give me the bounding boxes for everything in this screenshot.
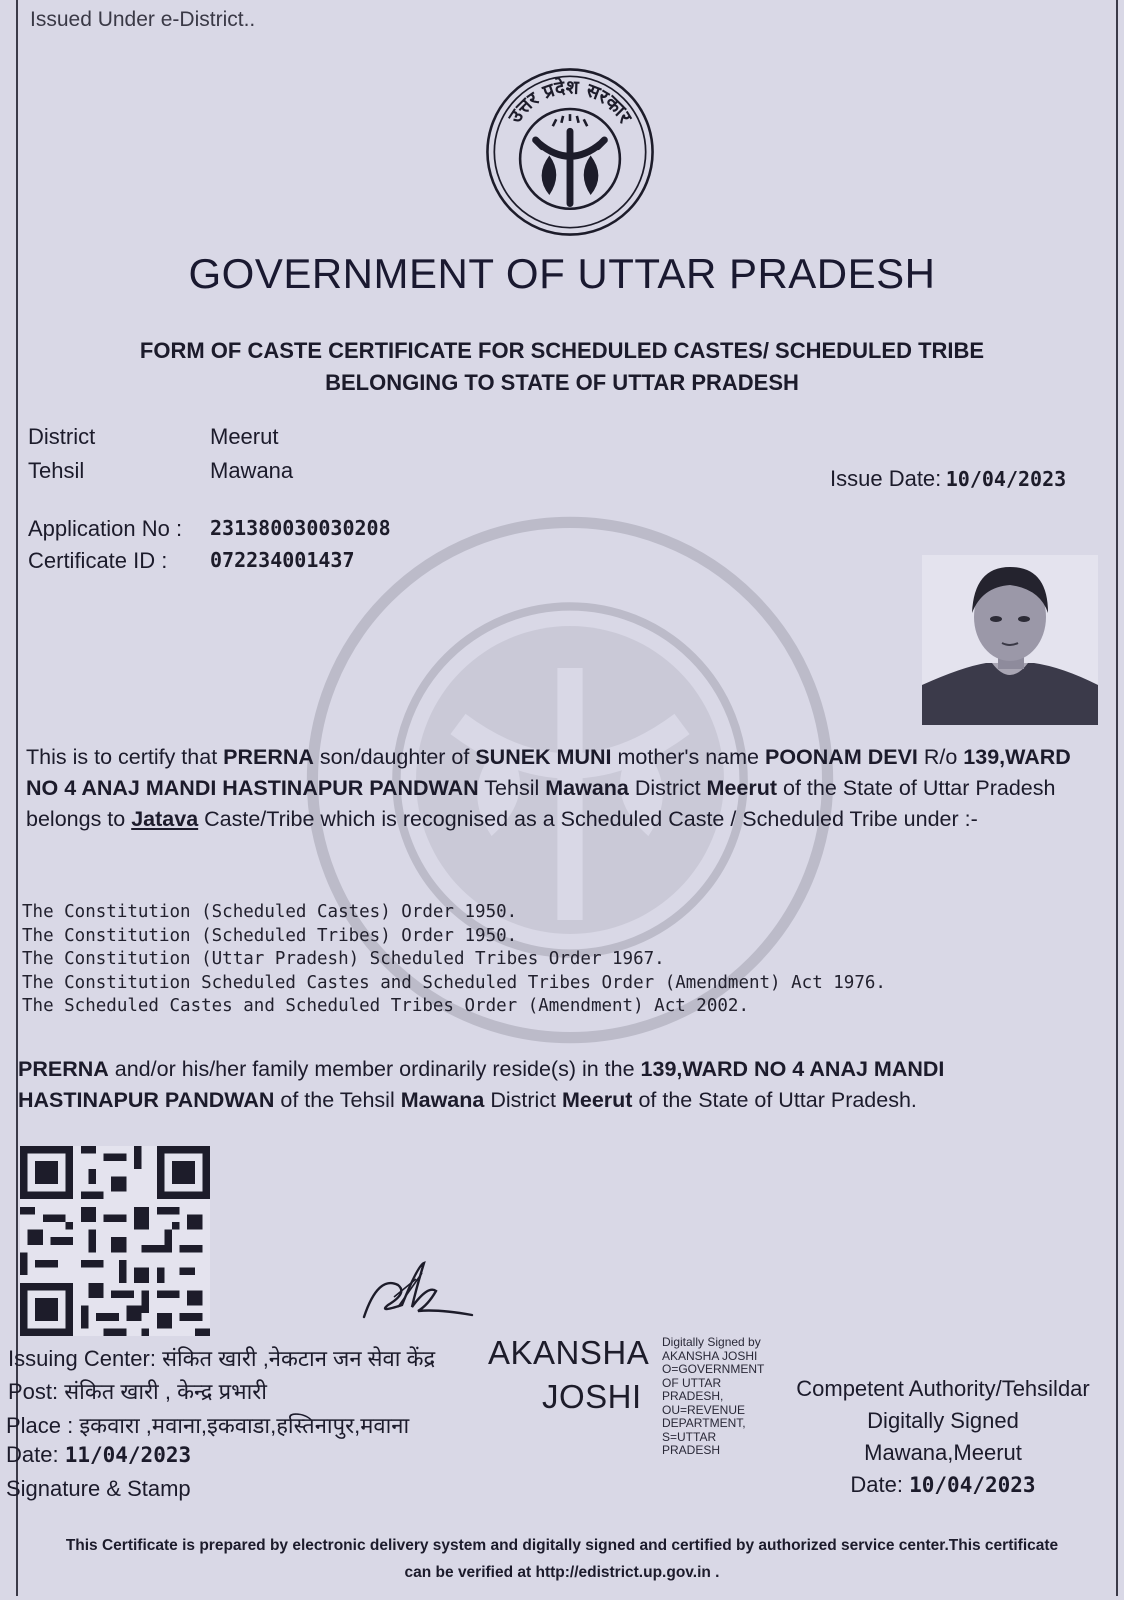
tehsil-value: Mawana — [210, 458, 294, 483]
issuing-date-value: 11/04/2023 — [64, 1443, 192, 1467]
digital-signature-line: PRADESH, — [662, 1389, 724, 1403]
certify-text: Caste/Tribe which is recognised as a Scheduled Caste / Scheduled Tribe under :- — [198, 807, 978, 831]
digital-signature-line: O=GOVERNMENT — [662, 1362, 765, 1376]
certify-paragraph — [26, 742, 1088, 835]
signer-first-name: AKANSHA — [488, 1334, 650, 1371]
digital-signature-line: OF UTTAR — [662, 1375, 722, 1390]
authority-title: Competent Authority/Tehsildar — [796, 1376, 1090, 1401]
address: 139,WARD NO 4 ANAJ MANDI HASTINAPUR PANDWAN — [26, 745, 1071, 800]
order-item: The Constitution (Scheduled Tribes) Order 1950. — [22, 925, 518, 946]
certificate-id-label: Certificate ID : — [28, 548, 168, 573]
tehsil-name: Mawana — [545, 776, 629, 800]
digital-signature-line: S=UTTAR — [662, 1429, 717, 1444]
father-name: SUNEK MUNI — [475, 745, 612, 769]
issuing-post: Post: संकित खारी , केन्द्र प्रभारी — [8, 1379, 267, 1404]
form-title-line1: FORM OF CASTE CERTIFICATE FOR SCHEDULED CASTES/ SCHEDULED TRIBE — [139, 338, 985, 363]
caste-name: Jatava — [131, 807, 199, 831]
district-name: Meerut — [706, 776, 778, 800]
digital-signature-line: OU=REVENUE — [662, 1402, 746, 1417]
certify-text: of the State of Uttar Pradesh belongs to — [26, 776, 1056, 831]
district-value: Meerut — [210, 424, 279, 449]
certify-text: son/daughter of — [313, 745, 476, 769]
issue-date-label: Issue Date: — [830, 466, 942, 491]
residence-address-line1: 139,WARD NO 4 ANAJ MANDI — [640, 1057, 945, 1081]
issuing-date — [6, 1442, 191, 1468]
district-label: District — [28, 424, 96, 449]
residence-text: of the State of Uttar Pradesh. — [632, 1088, 917, 1112]
signature-stamp-label: Signature & Stamp — [6, 1476, 191, 1501]
residence-address-line2: HASTINAPUR PANDWAN — [18, 1088, 275, 1112]
issuing-date-label: Date: — [6, 1442, 65, 1467]
issuing-place: Place : इकवारा ,मवाना,इकवाडा,हस्तिनापुर,मवाना — [6, 1413, 410, 1438]
government-title: GOVERNMENT OF UTTAR PRADESH — [188, 250, 936, 297]
digital-signature-block — [662, 1336, 764, 1458]
certificate-id-value: 072234001437 — [210, 548, 355, 572]
certify-text: mother's name — [611, 745, 765, 769]
authority-date-label: Date: — [850, 1472, 910, 1497]
digital-signature-line: PRADESH — [662, 1443, 721, 1457]
residence-text: District — [484, 1088, 562, 1112]
issue-date — [830, 466, 1066, 492]
applicant-name: PRERNA — [223, 745, 314, 769]
handwritten-signature — [358, 1245, 478, 1335]
mother-name: POONAM DEVI — [764, 745, 918, 769]
certify-text: This is to certify that — [26, 745, 224, 769]
issued-under-text: Issued Under e-District.. — [30, 8, 256, 31]
up-emblem — [484, 66, 656, 238]
signer-last-name: JOSHI — [542, 1378, 642, 1415]
authority-signed: Digitally Signed — [867, 1408, 1019, 1433]
emblem-text: उत्तर प्रदेश सरकार — [504, 76, 637, 127]
order-item: The Constitution (Uttar Pradesh) Scheduled Tribes Order 1967. — [22, 949, 665, 969]
residence-text: and/or his/her family member ordinarily reside(s) in the — [108, 1057, 641, 1081]
resident-name: PRERNA — [18, 1057, 109, 1081]
certify-text: District — [628, 776, 707, 800]
digital-signature-line: AKANSHA JOSHI — [662, 1348, 758, 1363]
order-item: The Scheduled Castes and Scheduled Tribes Order (Amendment) Act 2002. — [22, 996, 749, 1016]
form-title-line2: BELONGING TO STATE OF UTTAR PRADESH — [325, 370, 799, 395]
qr-code[interactable] — [20, 1146, 210, 1336]
authority-location: Mawana,Meerut — [864, 1440, 1022, 1465]
tehsil-label: Tehsil — [28, 458, 85, 483]
application-value: 231380030030208 — [210, 516, 391, 540]
digital-signature-line: Digitally Signed by — [662, 1335, 761, 1349]
certify-text: Tehsil — [478, 776, 546, 800]
residence-tehsil: Mawana — [400, 1088, 485, 1112]
issuing-center: Issuing Center: संकित खारी ,नेकटान जन सेवा केंद्र — [8, 1346, 436, 1371]
order-item: The Constitution (Scheduled Castes) Order 1950. — [22, 902, 518, 922]
digital-signature-line: DEPARTMENT, — [662, 1416, 746, 1430]
residence-text: of the Tehsil — [274, 1088, 401, 1112]
orders-list — [22, 901, 886, 1019]
authority-date-value: 10/04/2023 — [909, 1473, 1036, 1497]
footer-note-line1: This Certificate is prepared by electronic delivery system and digitally signed and certified by authorized service center.This certificate — [65, 1537, 1059, 1554]
applicant-photo — [922, 555, 1098, 725]
authority-date — [778, 1472, 1108, 1498]
residence-paragraph — [18, 1054, 1080, 1116]
order-item: The Constitution Scheduled Castes and Scheduled Tribes Order (Amendment) Act 1976. — [22, 972, 886, 993]
certify-text: R/o — [917, 745, 964, 769]
application-label: Application No : — [28, 516, 183, 541]
residence-district: Meerut — [561, 1088, 633, 1112]
issue-date-value: 10/04/2023 — [945, 467, 1067, 491]
footer-note-line2[interactable]: can be verified at http://edistrict.up.gov.in . — [404, 1564, 720, 1581]
